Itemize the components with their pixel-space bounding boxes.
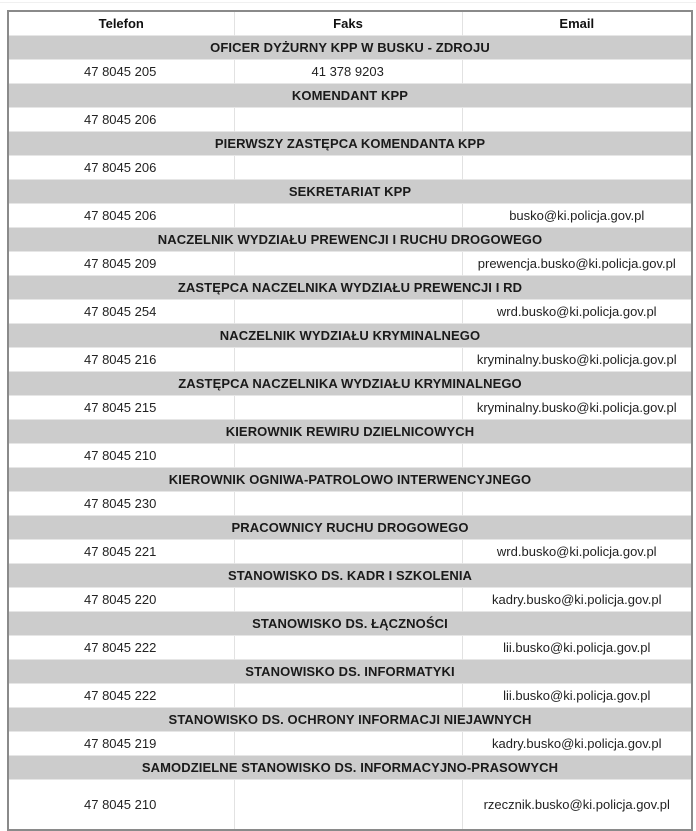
phone-cell: 47 8045 206 — [8, 204, 234, 228]
header-faks: Faks — [234, 11, 462, 36]
email-cell[interactable]: wrd.busko@ki.policja.gov.pl — [462, 540, 692, 564]
section-title: SEKRETARIAT KPP — [8, 180, 692, 204]
fax-cell — [234, 684, 462, 708]
fax-cell — [234, 636, 462, 660]
table-row — [8, 492, 692, 516]
email-cell[interactable]: kadry.busko@ki.policja.gov.pl — [462, 732, 692, 756]
fax-cell — [234, 348, 462, 372]
section-title-row — [8, 756, 692, 780]
header-telefon: Telefon — [98, 16, 144, 31]
phone-cell: 47 8045 221 — [8, 540, 234, 564]
section-title: STANOWISKO DS. INFORMATYKI — [8, 660, 692, 684]
table-row — [8, 348, 692, 372]
phone-cell: 47 8045 205 — [8, 60, 234, 84]
table-row — [8, 636, 692, 660]
phone-cell: 47 8045 230 — [8, 492, 234, 516]
section-title: STANOWISKO DS. ŁĄCZNOŚCI — [8, 612, 692, 636]
phone-cell: 47 8045 254 — [8, 300, 234, 324]
phone-cell: 47 8045 206 — [8, 108, 234, 132]
page-divider — [0, 2, 696, 3]
section-title: SAMODZIELNE STANOWISKO DS. INFORMACYJNO-PRASOWYCH — [8, 756, 692, 780]
phone-cell: 47 8045 219 — [8, 732, 234, 756]
header-email: Email — [462, 11, 692, 36]
phone-cell: 47 8045 206 — [8, 156, 234, 180]
email-cell — [462, 60, 692, 84]
section-title: STANOWISKO DS. OCHRONY INFORMACJI NIEJAWNYCH — [8, 708, 692, 732]
section-title-row — [8, 324, 692, 348]
table-body — [8, 36, 692, 831]
fax-cell — [234, 444, 462, 468]
email-cell[interactable]: rzecznik.busko@ki.policja.gov.pl — [462, 780, 692, 831]
fax-cell — [234, 204, 462, 228]
section-title: NACZELNIK WYDZIAŁU PREWENCJI I RUCHU DROGOWEGO — [8, 228, 692, 252]
table-row — [8, 156, 692, 180]
fax-cell — [234, 396, 462, 420]
fax-cell — [234, 252, 462, 276]
phone-cell: 47 8045 222 — [8, 684, 234, 708]
section-title-row — [8, 36, 692, 60]
section-title-row — [8, 660, 692, 684]
email-cell[interactable]: wrd.busko@ki.policja.gov.pl — [462, 300, 692, 324]
section-title-row — [8, 468, 692, 492]
table-row — [8, 204, 692, 228]
section-title: PIERWSZY ZASTĘPCA KOMENDANTA KPP — [8, 132, 692, 156]
section-title-row — [8, 372, 692, 396]
table-row — [8, 300, 692, 324]
fax-cell — [234, 492, 462, 516]
fax-cell — [234, 588, 462, 612]
phone-cell: 47 8045 216 — [8, 348, 234, 372]
phone-cell: 47 8045 209 — [8, 252, 234, 276]
email-cell[interactable]: prewencja.busko@ki.policja.gov.pl — [462, 252, 692, 276]
table-row — [8, 684, 692, 708]
table-row — [8, 780, 692, 831]
fax-cell — [234, 300, 462, 324]
section-title: KIEROWNIK OGNIWA-PATROLOWO INTERWENCYJNEGO — [8, 468, 692, 492]
phone-cell: 47 8045 210 — [8, 444, 234, 468]
fax-cell — [234, 108, 462, 132]
section-title: KIEROWNIK REWIRU DZIELNICOWYCH — [8, 420, 692, 444]
email-cell — [462, 444, 692, 468]
section-title-row — [8, 420, 692, 444]
section-title: ZASTĘPCA NACZELNIKA WYDZIAŁU KRYMINALNEGO — [8, 372, 692, 396]
email-cell — [462, 156, 692, 180]
table-row — [8, 252, 692, 276]
table-header-row — [8, 11, 692, 36]
section-title-row — [8, 276, 692, 300]
contacts-table — [7, 10, 693, 831]
section-title: OFICER DYŻURNY KPP W BUSKU - ZDROJU — [8, 36, 692, 60]
fax-cell: 41 378 9203 — [234, 60, 462, 84]
phone-cell: 47 8045 220 — [8, 588, 234, 612]
section-title-row — [8, 612, 692, 636]
section-title-row — [8, 564, 692, 588]
section-title-row — [8, 516, 692, 540]
fax-cell — [234, 780, 462, 831]
section-title-row — [8, 180, 692, 204]
section-title: NACZELNIK WYDZIAŁU KRYMINALNEGO — [8, 324, 692, 348]
section-title-row — [8, 84, 692, 108]
email-cell — [462, 108, 692, 132]
email-cell[interactable]: lii.busko@ki.policja.gov.pl — [462, 636, 692, 660]
fax-cell — [234, 732, 462, 756]
email-cell[interactable]: kryminalny.busko@ki.policja.gov.pl — [462, 396, 692, 420]
table-row — [8, 60, 692, 84]
section-title: PRACOWNICY RUCHU DROGOWEGO — [8, 516, 692, 540]
phone-cell: 47 8045 222 — [8, 636, 234, 660]
fax-cell — [234, 156, 462, 180]
email-cell[interactable]: kadry.busko@ki.policja.gov.pl — [462, 588, 692, 612]
phone-cell: 47 8045 210 — [8, 780, 234, 831]
section-title: ZASTĘPCA NACZELNIKA WYDZIAŁU PREWENCJI I RD — [8, 276, 692, 300]
section-title: KOMENDANT KPP — [8, 84, 692, 108]
email-cell[interactable]: kryminalny.busko@ki.policja.gov.pl — [462, 348, 692, 372]
section-title-row — [8, 228, 692, 252]
table-row — [8, 108, 692, 132]
fax-cell — [234, 540, 462, 564]
table-row — [8, 540, 692, 564]
section-title-row — [8, 708, 692, 732]
email-cell — [462, 492, 692, 516]
table-row — [8, 444, 692, 468]
phone-cell: 47 8045 215 — [8, 396, 234, 420]
table-row — [8, 588, 692, 612]
table-row — [8, 732, 692, 756]
email-cell[interactable]: busko@ki.policja.gov.pl — [462, 204, 692, 228]
section-title: STANOWISKO DS. KADR I SZKOLENIA — [8, 564, 692, 588]
email-cell[interactable]: lii.busko@ki.policja.gov.pl — [462, 684, 692, 708]
section-title-row — [8, 132, 692, 156]
table-row — [8, 396, 692, 420]
